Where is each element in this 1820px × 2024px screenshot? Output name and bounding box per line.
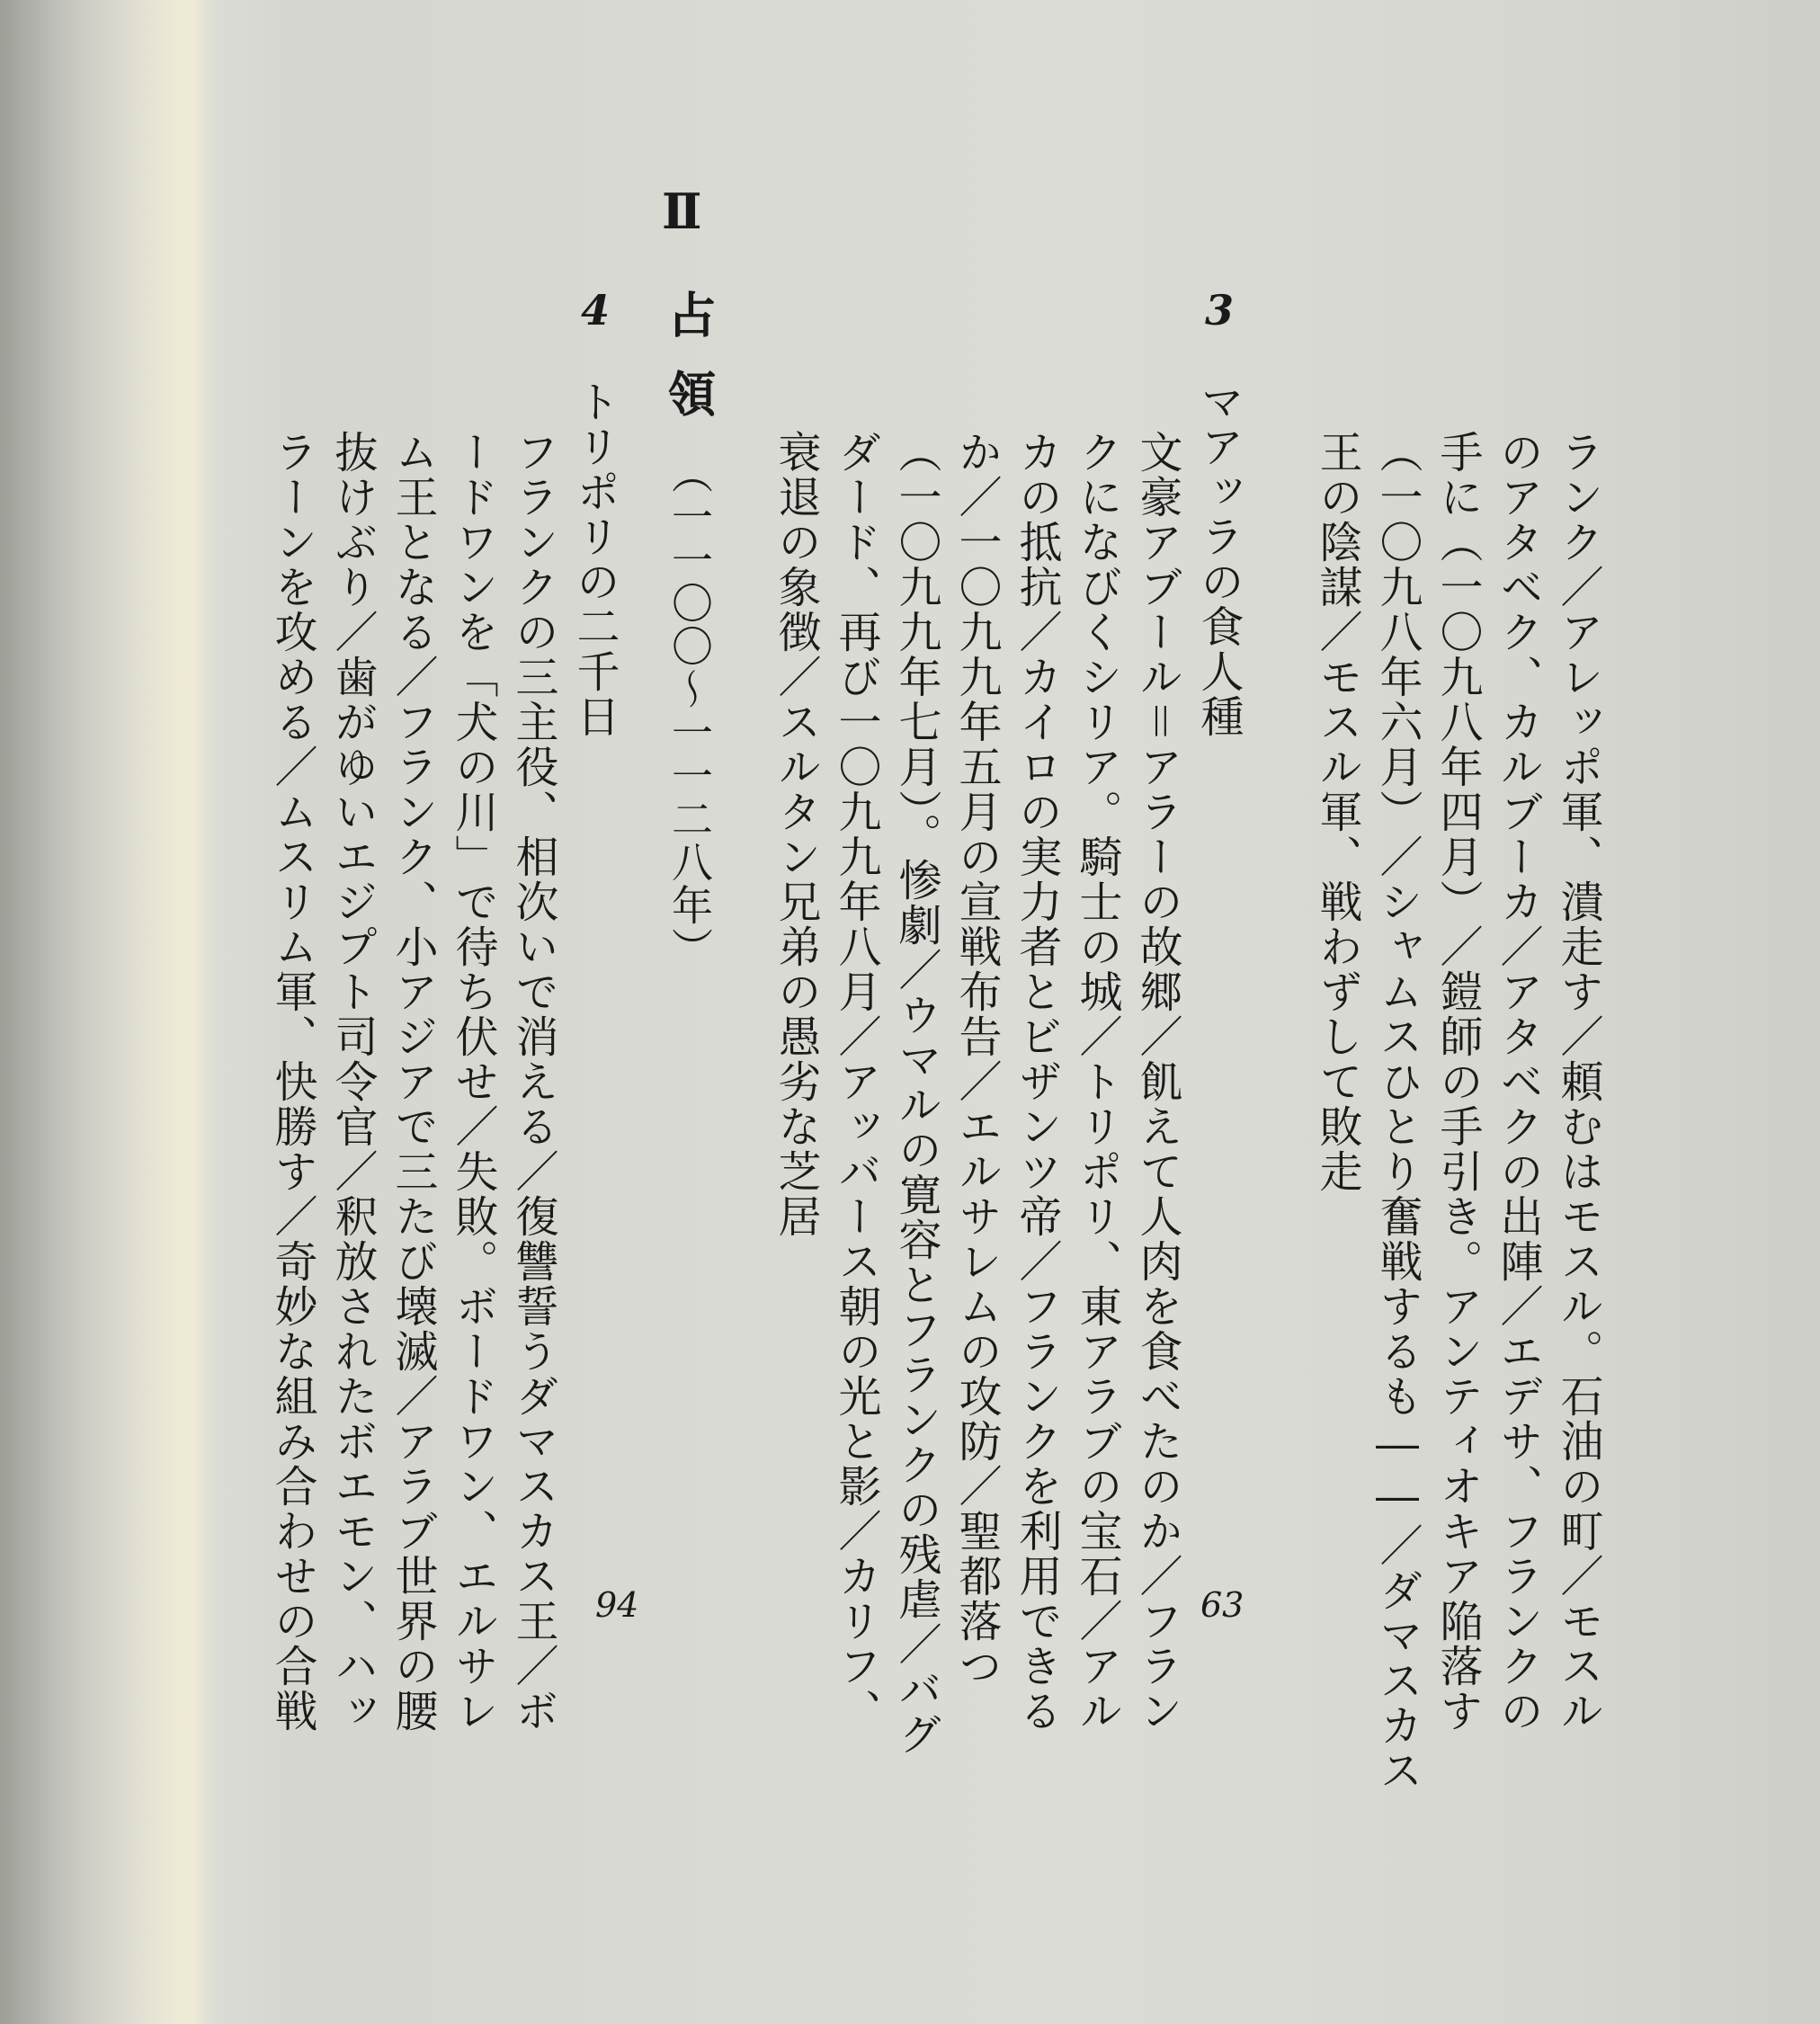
chapter3-page-number: 63 — [1200, 1585, 1245, 1625]
ch2-line-4: （一〇九八年六月）／シャムスひとり奮戦するも――／ダマスカス — [1372, 430, 1423, 1793]
ch3-line-2: クになびくシリア。騎士の城／トリポリ、東アラブの宝石／アル — [1072, 430, 1122, 1734]
chapter4-number: 4 — [581, 286, 611, 334]
chapter4-title: トリポリの二千日 — [569, 379, 620, 739]
ch4-line-1: フランクの三主役、相次いで消える／復讐誓うダマスカス王／ボ — [508, 430, 558, 1734]
chapter4-page-number: 94 — [595, 1585, 639, 1625]
ch4-line-4: 抜けぶり／歯がゆいエジプト司令官／釈放されたボエモン、ハッ — [327, 430, 378, 1734]
part2-title: 占領 — [660, 290, 718, 448]
ch3-line-7: 衰退の象徴／スルタン兄弟の愚劣な芝居 — [771, 430, 821, 1239]
ch3-line-4: か／一〇九九年五月の宣戦布告／エルサレムの攻防／聖都落つ — [951, 430, 1002, 1689]
ch4-line-2: ードワンを「犬の川」で待ち伏せ／失敗。ボードワン、エルサレ — [448, 430, 498, 1734]
ch3-line-3: カの抵抗／カイロの実力者とビザンツ帝／フランクを利用できる — [1012, 430, 1062, 1734]
binding-shadow — [0, 0, 207, 2024]
ch2-line-5: 王の陰謀／モスル軍、戦わずして敗走 — [1312, 430, 1362, 1194]
chapter3-number: 3 — [1205, 286, 1235, 334]
ch4-line-5: ラーンを攻める／ムスリム軍、快勝す／奇妙な組み合わせの合戦 — [267, 430, 317, 1734]
ch3-line-1: 文豪アブール＝アラーの故郷／飢えて人肉を食べたのか／フラン — [1132, 430, 1182, 1734]
ch3-line-6: ダード、再び一〇九九年八月／アッバース朝の光と影／カリフ、 — [831, 430, 881, 1734]
part2-date-range: （一一〇〇～一一二八年） — [665, 452, 714, 970]
ch4-line-3: ム王となる／フランク、小アジアで三たび壊滅／アラブ世界の腰 — [388, 430, 438, 1734]
ch2-line-1: ランク／アレッポ軍、潰走す／頼むはモスル。石油の町／モスル — [1553, 430, 1603, 1734]
ch2-line-3: 手に（一〇九八年四月）／鎧師の手引き。アンティオキア陥落す — [1432, 430, 1483, 1734]
ch2-line-2: のアタベク、カルブーカ／アタベクの出陣／エデサ、フランクの — [1493, 430, 1543, 1734]
chapter3-title: マアッラの食人種 — [1193, 379, 1244, 739]
part2-number: II — [662, 183, 697, 240]
ch3-line-5: （一〇九九年七月）。惨劇／ウマルの寛容とフランクの残虐／バグ — [891, 430, 941, 1757]
